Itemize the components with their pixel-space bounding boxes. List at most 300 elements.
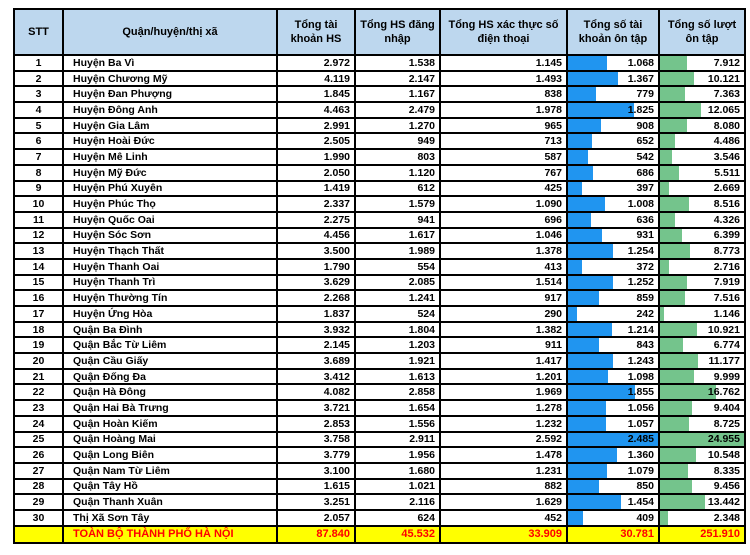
district-name-cell: Huyện Đông Anh <box>63 102 277 118</box>
review-accounts-cell <box>567 432 659 448</box>
total-accounts-cell: 1.419 <box>277 181 355 197</box>
district-name-cell: Huyện Ba Vì <box>63 55 277 71</box>
row-index-cell: 7 <box>14 149 63 165</box>
row-index-cell: 9 <box>14 181 63 197</box>
phone-verified-cell: 1.493 <box>440 71 567 87</box>
review-accounts-value: 397 <box>636 182 654 195</box>
column-header-logins: Tổng HS đăng nhập <box>355 9 440 55</box>
total-accounts-cell: 2.050 <box>277 165 355 181</box>
review-accounts-cell <box>567 510 659 526</box>
row-index-cell: 10 <box>14 196 63 212</box>
review-turns-data-bar <box>660 307 664 321</box>
row-index-cell: 22 <box>14 384 63 400</box>
review-accounts-data-bar <box>568 464 607 478</box>
row-index-cell: 4 <box>14 102 63 118</box>
logins-cell: 1.120 <box>355 165 440 181</box>
phone-verified-cell: 1.090 <box>440 196 567 212</box>
table-row <box>14 369 745 385</box>
review-accounts-data-bar <box>568 401 606 415</box>
review-turns-value: 7.516 <box>713 292 740 305</box>
review-turns-value: 8.516 <box>713 198 740 211</box>
review-turns-value: 1.146 <box>713 307 740 320</box>
logins-cell: 1.021 <box>355 479 440 495</box>
review-turns-value: 7.919 <box>713 276 740 289</box>
logins-cell: 1.654 <box>355 400 440 416</box>
review-accounts-value: 843 <box>636 339 654 352</box>
review-accounts-cell <box>567 463 659 479</box>
phone-verified-cell: 452 <box>440 510 567 526</box>
row-index-cell: 11 <box>14 212 63 228</box>
table-row <box>14 290 745 306</box>
phone-verified-cell: 911 <box>440 337 567 353</box>
review-accounts-cell <box>567 133 659 149</box>
logins-cell: 803 <box>355 149 440 165</box>
logins-cell: 1.989 <box>355 243 440 259</box>
row-index-cell: 13 <box>14 243 63 259</box>
table-footer <box>14 526 745 543</box>
row-index-cell: 19 <box>14 337 63 353</box>
review-turns-cell <box>659 432 745 448</box>
logins-cell: 2.858 <box>355 384 440 400</box>
phone-verified-cell: 965 <box>440 118 567 134</box>
phone-verified-cell: 882 <box>440 479 567 495</box>
review-turns-cell <box>659 71 745 87</box>
review-accounts-value: 1.243 <box>627 354 654 367</box>
district-name-cell: Huyện Mê Linh <box>63 149 277 165</box>
phone-verified-cell: 713 <box>440 133 567 149</box>
total-accounts-cell: 2.853 <box>277 416 355 432</box>
review-turns-data-bar <box>660 480 692 494</box>
row-index-cell: 12 <box>14 228 63 244</box>
review-accounts-cell <box>567 494 659 510</box>
table-row <box>14 322 745 338</box>
total-accounts-cell: 3.758 <box>277 432 355 448</box>
review-accounts-value: 1.098 <box>627 370 654 383</box>
phone-verified-cell: 1.046 <box>440 228 567 244</box>
logins-cell: 612 <box>355 181 440 197</box>
district-name-cell: Thị Xã Sơn Tây <box>63 510 277 526</box>
review-accounts-value: 542 <box>636 150 654 163</box>
logins-cell: 2.116 <box>355 494 440 510</box>
review-accounts-value: 779 <box>636 88 654 101</box>
review-accounts-cell <box>567 322 659 338</box>
review-accounts-cell <box>567 400 659 416</box>
review-accounts-data-bar <box>568 229 602 243</box>
review-turns-cell <box>659 384 745 400</box>
district-name-cell: Huyện Phú Xuyên <box>63 181 277 197</box>
district-name-cell: Quận Tây Hồ <box>63 479 277 495</box>
table-row <box>14 306 745 322</box>
review-turns-value: 8.725 <box>713 417 740 430</box>
logins-cell: 949 <box>355 133 440 149</box>
review-accounts-data-bar <box>568 56 607 70</box>
row-index-cell: 29 <box>14 494 63 510</box>
logins-cell: 524 <box>355 306 440 322</box>
review-accounts-data-bar <box>568 511 583 525</box>
review-accounts-cell <box>567 353 659 369</box>
phone-verified-cell: 1.978 <box>440 102 567 118</box>
logins-cell: 554 <box>355 259 440 275</box>
table-row <box>14 196 745 212</box>
review-turns-value: 7.363 <box>713 88 740 101</box>
logins-cell: 1.680 <box>355 463 440 479</box>
logins-cell: 1.921 <box>355 353 440 369</box>
column-header-review-accounts: Tổng số tài khoản ôn tập <box>567 9 659 55</box>
review-turns-data-bar <box>660 495 705 509</box>
logins-cell: 1.203 <box>355 337 440 353</box>
review-turns-cell <box>659 118 745 134</box>
row-index-cell: 16 <box>14 290 63 306</box>
review-turns-data-bar <box>660 229 682 243</box>
review-turns-value: 13.442 <box>707 496 740 509</box>
phone-verified-cell: 290 <box>440 306 567 322</box>
review-accounts-data-bar <box>568 244 613 258</box>
review-turns-cell <box>659 259 745 275</box>
table-row <box>14 102 745 118</box>
row-index-cell: 3 <box>14 86 63 102</box>
review-accounts-data-bar <box>568 276 613 290</box>
review-turns-data-bar <box>660 354 698 368</box>
review-accounts-value: 859 <box>636 292 654 305</box>
review-turns-data-bar <box>660 464 688 478</box>
row-index-cell: 5 <box>14 118 63 134</box>
review-turns-cell <box>659 181 745 197</box>
phone-verified-cell: 838 <box>440 86 567 102</box>
row-index-cell: 28 <box>14 479 63 495</box>
total-label: TOÀN BỘ THÀNH PHỐ HÀ NỘI <box>63 526 277 543</box>
review-turns-value: 10.121 <box>707 72 740 85</box>
review-turns-cell <box>659 275 745 291</box>
review-turns-cell <box>659 337 745 353</box>
table-row <box>14 243 745 259</box>
review-turns-data-bar <box>660 87 685 101</box>
total-accounts-cell: 2.275 <box>277 212 355 228</box>
review-accounts-value: 1.367 <box>627 72 654 85</box>
review-turns-cell <box>659 400 745 416</box>
review-turns-data-bar <box>660 119 687 133</box>
review-accounts-cell <box>567 118 659 134</box>
logins-cell: 941 <box>355 212 440 228</box>
total-accounts-cell: 2.991 <box>277 118 355 134</box>
review-accounts-value: 1.068 <box>627 56 654 69</box>
review-accounts-data-bar <box>568 87 596 101</box>
phone-verified-cell: 767 <box>440 165 567 181</box>
review-accounts-value: 686 <box>636 166 654 179</box>
review-accounts-cell <box>567 165 659 181</box>
review-accounts-cell <box>567 416 659 432</box>
total-accounts: 87.840 <box>277 526 355 543</box>
review-turns-data-bar <box>660 448 696 462</box>
review-turns-cell <box>659 306 745 322</box>
district-name-cell: Huyện Ứng Hòa <box>63 306 277 322</box>
review-accounts-data-bar <box>568 495 621 509</box>
district-name-cell: Huyện Hoài Đức <box>63 133 277 149</box>
row-index-cell: 17 <box>14 306 63 322</box>
review-turns-value: 11.177 <box>708 354 740 367</box>
table-row <box>14 416 745 432</box>
total-accounts-cell: 1.790 <box>277 259 355 275</box>
review-turns-value: 9.404 <box>713 401 740 414</box>
logins-cell: 1.579 <box>355 196 440 212</box>
phone-verified-cell: 2.592 <box>440 432 567 448</box>
district-name-cell: Quận Ba Đình <box>63 322 277 338</box>
row-index-cell: 25 <box>14 432 63 448</box>
table-row <box>14 275 745 291</box>
table-row <box>14 463 745 479</box>
total-accounts-cell: 2.972 <box>277 55 355 71</box>
logins-cell: 2.479 <box>355 102 440 118</box>
phone-verified-cell: 1.969 <box>440 384 567 400</box>
total-accounts-cell: 1.837 <box>277 306 355 322</box>
row-index-cell: 8 <box>14 165 63 181</box>
phone-verified-cell: 696 <box>440 212 567 228</box>
districts-stats-table <box>13 8 746 544</box>
review-accounts-value: 1.454 <box>627 496 654 509</box>
review-turns-cell <box>659 133 745 149</box>
review-turns-data-bar <box>660 197 689 211</box>
total-accounts-cell: 2.337 <box>277 196 355 212</box>
table-row <box>14 400 745 416</box>
table-row <box>14 71 745 87</box>
review-accounts-cell <box>567 55 659 71</box>
table-row <box>14 133 745 149</box>
table-row <box>14 86 745 102</box>
review-accounts-data-bar <box>568 166 593 180</box>
review-turns-value: 10.548 <box>707 449 740 462</box>
review-turns-cell <box>659 243 745 259</box>
review-accounts-value: 242 <box>636 307 654 320</box>
total-accounts-cell: 3.932 <box>277 322 355 338</box>
review-turns-data-bar <box>660 134 675 148</box>
review-accounts-value: 1.825 <box>627 103 654 116</box>
logins-cell: 1.556 <box>355 416 440 432</box>
review-turns-data-bar <box>660 370 694 384</box>
review-accounts-value: 1.057 <box>627 417 654 430</box>
total-logins: 45.532 <box>355 526 440 543</box>
district-name-cell: Quận Hoàng Mai <box>63 432 277 448</box>
review-accounts-value: 1.079 <box>627 464 654 477</box>
logins-cell: 1.167 <box>355 86 440 102</box>
row-index-cell: 6 <box>14 133 63 149</box>
review-accounts-value: 2.485 <box>627 433 654 446</box>
total-accounts-cell: 3.779 <box>277 447 355 463</box>
review-accounts-data-bar <box>568 291 599 305</box>
review-accounts-data-bar <box>568 134 592 148</box>
review-turns-cell <box>659 479 745 495</box>
review-turns-data-bar <box>660 276 687 290</box>
table-row <box>14 259 745 275</box>
review-turns-data-bar <box>660 291 685 305</box>
review-accounts-cell <box>567 228 659 244</box>
total-review-turns: 251.910 <box>659 526 745 543</box>
total-accounts-cell: 4.456 <box>277 228 355 244</box>
phone-verified-cell: 1.201 <box>440 369 567 385</box>
district-name-cell: Quận Thanh Xuân <box>63 494 277 510</box>
review-turns-value: 12.065 <box>707 103 740 116</box>
logins-cell: 624 <box>355 510 440 526</box>
district-name-cell: Huyện Mỹ Đức <box>63 165 277 181</box>
phone-verified-cell: 1.629 <box>440 494 567 510</box>
total-accounts-cell: 4.463 <box>277 102 355 118</box>
district-name-cell: Huyện Thanh Oai <box>63 259 277 275</box>
phone-verified-cell: 1.417 <box>440 353 567 369</box>
total-accounts-cell: 4.119 <box>277 71 355 87</box>
phone-verified-cell: 1.478 <box>440 447 567 463</box>
review-accounts-cell <box>567 149 659 165</box>
review-accounts-value: 1.214 <box>627 323 654 336</box>
district-name-cell: Huyện Đan Phượng <box>63 86 277 102</box>
district-name-cell: Huyện Thanh Trì <box>63 275 277 291</box>
review-accounts-data-bar <box>568 385 635 399</box>
review-turns-cell <box>659 290 745 306</box>
review-turns-value: 2.669 <box>713 182 740 195</box>
district-name-cell: Quận Cầu Giấy <box>63 353 277 369</box>
total-accounts-cell: 4.082 <box>277 384 355 400</box>
phone-verified-cell: 1.378 <box>440 243 567 259</box>
review-turns-cell <box>659 228 745 244</box>
review-turns-cell <box>659 416 745 432</box>
total-accounts-cell: 3.721 <box>277 400 355 416</box>
review-accounts-value: 1.008 <box>627 198 654 211</box>
review-turns-value: 6.774 <box>713 339 740 352</box>
review-turns-value: 2.348 <box>713 511 740 524</box>
logins-cell: 2.147 <box>355 71 440 87</box>
review-turns-cell <box>659 196 745 212</box>
review-turns-cell <box>659 510 745 526</box>
review-turns-data-bar <box>660 417 689 431</box>
review-accounts-value: 636 <box>636 213 654 226</box>
total-accounts-cell: 3.412 <box>277 369 355 385</box>
review-accounts-value: 372 <box>636 260 654 273</box>
total-accounts-cell: 3.251 <box>277 494 355 510</box>
district-name-cell: Quận Nam Từ Liêm <box>63 463 277 479</box>
review-turns-cell <box>659 322 745 338</box>
district-name-cell: Huyện Chương Mỹ <box>63 71 277 87</box>
table-row <box>14 432 745 448</box>
review-turns-value: 8.335 <box>713 464 740 477</box>
review-turns-data-bar <box>660 401 692 415</box>
review-accounts-cell <box>567 102 659 118</box>
review-accounts-data-bar <box>568 260 582 274</box>
column-header-phone-verified: Tổng HS xác thực số điện thoại <box>440 9 567 55</box>
row-index-cell: 18 <box>14 322 63 338</box>
review-turns-cell <box>659 212 745 228</box>
table-row <box>14 447 745 463</box>
district-name-cell: Quận Hai Bà Trưng <box>63 400 277 416</box>
review-turns-data-bar <box>660 323 697 337</box>
review-turns-cell <box>659 149 745 165</box>
review-accounts-cell <box>567 384 659 400</box>
total-phone-verified: 33.909 <box>440 526 567 543</box>
review-accounts-cell <box>567 479 659 495</box>
total-accounts-cell: 2.145 <box>277 337 355 353</box>
district-name-cell: Quận Long Biên <box>63 447 277 463</box>
review-turns-value: 4.326 <box>713 213 740 226</box>
phone-verified-cell: 587 <box>440 149 567 165</box>
header-row <box>14 9 745 55</box>
phone-verified-cell: 917 <box>440 290 567 306</box>
review-turns-value: 16.762 <box>707 386 740 399</box>
total-review-accounts: 30.781 <box>567 526 659 543</box>
review-accounts-cell <box>567 337 659 353</box>
review-accounts-cell <box>567 212 659 228</box>
review-turns-value: 10.921 <box>707 323 740 336</box>
row-index-cell: 27 <box>14 463 63 479</box>
logins-cell: 1.241 <box>355 290 440 306</box>
total-accounts-cell: 3.629 <box>277 275 355 291</box>
column-header-stt: STT <box>14 9 63 55</box>
phone-verified-cell: 1.145 <box>440 55 567 71</box>
total-accounts-cell: 2.268 <box>277 290 355 306</box>
column-header-review-turns: Tổng số lượt ôn tập <box>659 9 745 55</box>
review-accounts-cell <box>567 259 659 275</box>
review-accounts-data-bar <box>568 119 601 133</box>
review-turns-data-bar <box>660 244 690 258</box>
logins-cell: 1.617 <box>355 228 440 244</box>
review-turns-value: 7.912 <box>713 56 740 69</box>
review-accounts-value: 908 <box>636 119 654 132</box>
review-turns-cell <box>659 494 745 510</box>
review-accounts-data-bar <box>568 354 613 368</box>
review-turns-data-bar <box>660 103 701 117</box>
table-row <box>14 118 745 134</box>
table-row <box>14 165 745 181</box>
review-turns-cell <box>659 55 745 71</box>
district-name-cell: Huyện Sóc Sơn <box>63 228 277 244</box>
review-turns-value: 4.486 <box>713 135 740 148</box>
review-turns-value: 9.999 <box>713 370 740 383</box>
table-row <box>14 494 745 510</box>
row-index-cell: 23 <box>14 400 63 416</box>
review-turns-value: 8.773 <box>713 245 740 258</box>
column-header-total-accounts: Tổng tài khoản HS <box>277 9 355 55</box>
review-turns-cell <box>659 102 745 118</box>
table-header <box>14 9 745 55</box>
review-accounts-value: 931 <box>636 229 654 242</box>
phone-verified-cell: 413 <box>440 259 567 275</box>
district-name-cell: Quận Hà Đông <box>63 384 277 400</box>
district-name-cell: Huyện Thường Tín <box>63 290 277 306</box>
review-accounts-data-bar <box>568 323 612 337</box>
review-accounts-cell <box>567 86 659 102</box>
table-row <box>14 228 745 244</box>
district-name-cell: Huyện Thạch Thất <box>63 243 277 259</box>
table-body <box>14 55 745 526</box>
review-accounts-cell <box>567 369 659 385</box>
review-turns-data-bar <box>660 182 669 196</box>
review-turns-value: 2.716 <box>713 260 740 273</box>
review-accounts-value: 652 <box>636 135 654 148</box>
review-accounts-data-bar <box>568 417 606 431</box>
logins-cell: 1.538 <box>355 55 440 71</box>
row-index-cell: 30 <box>14 510 63 526</box>
district-name-cell: Quận Bắc Từ Liêm <box>63 337 277 353</box>
district-name-cell: Quận Đống Đa <box>63 369 277 385</box>
review-turns-value: 6.399 <box>713 229 740 242</box>
review-accounts-data-bar <box>568 480 599 494</box>
row-index-cell: 15 <box>14 275 63 291</box>
row-index-cell: 2 <box>14 71 63 87</box>
review-turns-cell <box>659 369 745 385</box>
table-row <box>14 353 745 369</box>
review-accounts-value: 1.252 <box>627 276 654 289</box>
district-name-cell: Quận Hoàn Kiếm <box>63 416 277 432</box>
row-index-cell: 21 <box>14 369 63 385</box>
review-accounts-data-bar <box>568 103 634 117</box>
review-turns-data-bar <box>660 72 694 86</box>
review-turns-cell <box>659 86 745 102</box>
review-turns-cell <box>659 447 745 463</box>
